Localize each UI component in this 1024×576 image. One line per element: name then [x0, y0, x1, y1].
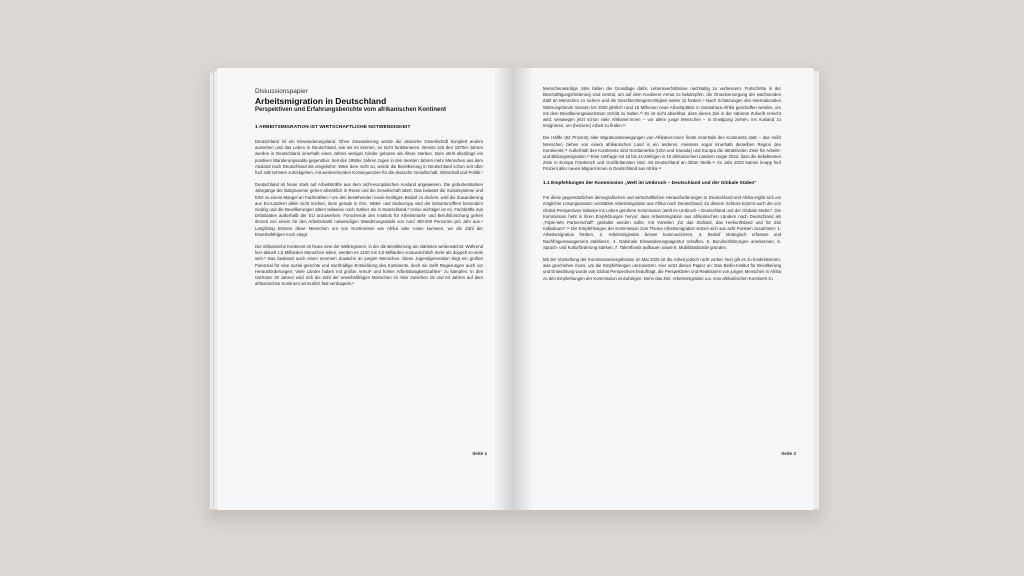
gutter-shadow-right [515, 68, 533, 510]
right-page [515, 68, 814, 510]
paragraph: Für diese gegensätzlichen demografischen und wirtschaftlichen Herausforderungen in Deutschland und Afrika ergibt sich ein möglicher Lösungsansatz: verstärkte Arbeitsmigration aus Afrika nach Deutschland. Zu diesem Schluss kommt auch die von Global Perspectives Initiative ins Leben gerufene Kommission „Welt im Umbruch – Deutschland und der Globale Süden". Die Kommission hebt in ihren Empfehlungen hervor, dass Arbeitsmigration aus afrikanischen Ländern nach Deutschland als „Triple-Win Partnerschaft" gestaltet werden sollte, mit Vorteilen „für das Zielland, das Herkunftsland und für das Individuum".¹⁶ Die Empfehlungen der Kommission zum Thema Arbeitsmigration setzen sich aus acht Punkten zusammen: 1. Arbeitsmigration fördern, 2. Arbeitsmigration besser kommunizieren, 3. Bedarf strategisch erfassen und Nachfragemanagement etablieren, 4. Nationale Einwanderungsagentur schaffen, 5. Berufserfahrungen anerkennen, 6. Sprach- und Kulturförderung stärken, 7. Talentfonds aufbauen sowie 8. Mobilitätsbünde gründen. [543, 195, 781, 250]
subsection-heading: 1.1 Empfehlungen der Kommission „Welt im Umbruch – Deutschland und der Globale Süden" [543, 180, 757, 186]
page-number: Seite 1 [472, 451, 487, 456]
page-number: Seite 2 [781, 451, 796, 456]
gutter-shadow-left [493, 68, 515, 510]
paragraph: Deutschland ist heute stark auf Arbeitskräfte aus dem nicht-europäischen Ausland angewiesen. Die geburtenstarken Jahrgänge der Babyboomer gehen allmählich in Rente und die Gesellschaft altert. Das belastet die Sozialsysteme und führt zu einem Mangel an Fachkräften.² Um den bestehenden sowie künftigen Bedarf zu decken, wird die Zuwanderung aus EU-Ländern allein nicht reichen, denn gerade in Ost-, Mittel- und Südeuropa sind die Geburtenziffern besonders niedrig und die Bevölkerungen altern teilweise noch stärker als in Deutschland.³ Umso wichtiger ist es, Fachkräfte aus Drittstaaten außerhalb der EU anzuwerben. Forschende des Instituts für Arbeitsmarkt- und Berufsforschung gehen derzeit von einem für den Arbeitsmarkt notwendigen Wanderungssaldo von rund 400.000 Personen pro Jahr aus.⁴ Langfristig können diese Menschen nur von Kontinenten wie Afrika oder Asien kommen, wo die Zahl der Erwerbsfähigen noch steigt. [255, 182, 483, 237]
paragraph: Deutschland ist ein Einwanderungsland. Ohne Zuwanderung würde die deutsche Gesellschaft komplett anders aussehen und das Leben in Deutschland, wie wir es kennen, so nicht funktionieren. Bereits seit den 1970er Jahren werden in Deutschland innerhalb eines Jahres weniger Kinder geboren als Ältere sterben. Dem steht allerdings ein positives Wanderungssaldo gegenüber. Seit den 1950er Jahren zogen in den meisten Jahren mehr Menschen aus dem Ausland nach Deutschland als umgekehrt. Wäre dem nicht so, würde die Bevölkerung in Deutschland schon seit über fünf Jahrzehnten zurückgehen, mit weitreichenden Konsequenzen für die deutsche Gesellschaft, Wirtschaft und Politik.¹ [255, 139, 483, 176]
left-page [217, 68, 515, 510]
document-title: Arbeitsmigration in Deutschland [255, 96, 387, 106]
paragraph: Die Hälfte (52 Prozent) aller Migrationsbewegungen von Afrikaner:innen findet innerhalb des Kontinents statt – das heißt Menschen ziehen von einem afrikanischen Land in ein anderes, meistens sogar innerhalb derselben Region des Kontinents.¹² Außerhalb des Kontinents sind Nordamerika (USA und Kanada) und Europa die attraktivsten Ziele für Arbeits- und Bildungsmigration.¹³ Eine Umfrage mit 18 bis 24-Jährigen in 16 afrikanischen Ländern zeigte 2024, dass die beliebtesten Ziele in Europa Frankreich und Großbritannien sind, mit Deutschland an dritter Stelle.¹⁴ Im Jahr 2023 kamen knapp fünf Prozent aller neuen Migrant:innen in Deutschland aus Afrika.¹⁵ [543, 135, 781, 172]
document-kicker: Diskussionspapier [255, 88, 308, 95]
right-page-content [543, 86, 781, 288]
paragraph: Der afrikanische Kontinent ist heute eine der Weltregionen, in der die Bevölkerung am stärksten weiterwächst: Während hier aktuell 1,5 Milliarden Menschen leben, werden es 2100 mit 3,8 Milliarden voraussichtlich mehr als doppelt so viele sein.⁵ Das bedeutet auch einen enormen Zuwachs an jungen Menschen. Diese Jugendgeneration birgt ein großes Potenzial für eine sozial gerechte und nachhaltige Entwicklung des Kontinents, doch sie stellt Regierungen auch vor Herausforderungen: Viele Länder haben mit großer Armut⁶ und hohen Arbeitslosigkeitszahlen⁷ zu kämpfen. In den nächsten 30 Jahren wird sich die Zahl der erwerbsfähigen Menschen im Alter zwischen 15 und 64 Jahren auf dem afrikanischen Kontinent vermutlich fast verdoppeln.⁸ [255, 244, 483, 287]
section-heading: 1 ARBEITSMIGRATION IST WIRTSCHAFTLICHE NOTWENDIGKEIT [255, 125, 411, 130]
paragraph: Menschenwürdige Jobs bilden die Grundlage dafür, Lebensverhältnisse nachhaltig zu verbessern. Fortschritte in der Beschäftigungsförderung sind zentral, um auf dem Kontinent Armut zu bekämpfen, die Grundversorgung der wachsenden Zahl an Menschen zu sichern und die Geschlechtergerechtigkeit weiter zu fördern.⁹ Nach Schätzungen des Internationalen Währungsfonds müssen bis 2030 jährlich rund 15 Millionen neue Arbeitsplätze in Subsahara-Afrika geschaffen werden, um mit dem Bevölkerungswachstum Schritt zu halten.¹⁰ Es ist nicht absehbar, dass dieses Ziel in der näheren Zukunft erreicht wird, weswegen jetzt schon viele Afrikaner:innen – vor allem junge Menschen – in Erwägung ziehen, ins Ausland zu emigrieren, um (bessere) Arbeit zu finden.¹¹ [543, 86, 781, 129]
left-page-content [255, 88, 483, 293]
document-subtitle: Perspektiven und Erfahrungsberichte vom afrikanischen Kontinent [255, 107, 447, 113]
paragraph: Mit der Vorstellung der Kommissionsergebnisse im Mai 2025 ist die Arbeit jedoch nicht vorbei. Nun gilt es zu konkretisieren, was geschehen muss, um die Empfehlungen umzusetzen. Hier setzt dieses Papier an: Das Berlin-Institut für Bevölkerung und Entwicklung wurde von Global Perspectives beauftragt, die Perspektiven und Reaktionen von jungen Menschen in Afrika zu den Empfehlungen der Kommission einzufangen. Denn das Ziel, Arbeitsmigration u.a. vom afrikanischen Kontinent zu [543, 257, 781, 281]
